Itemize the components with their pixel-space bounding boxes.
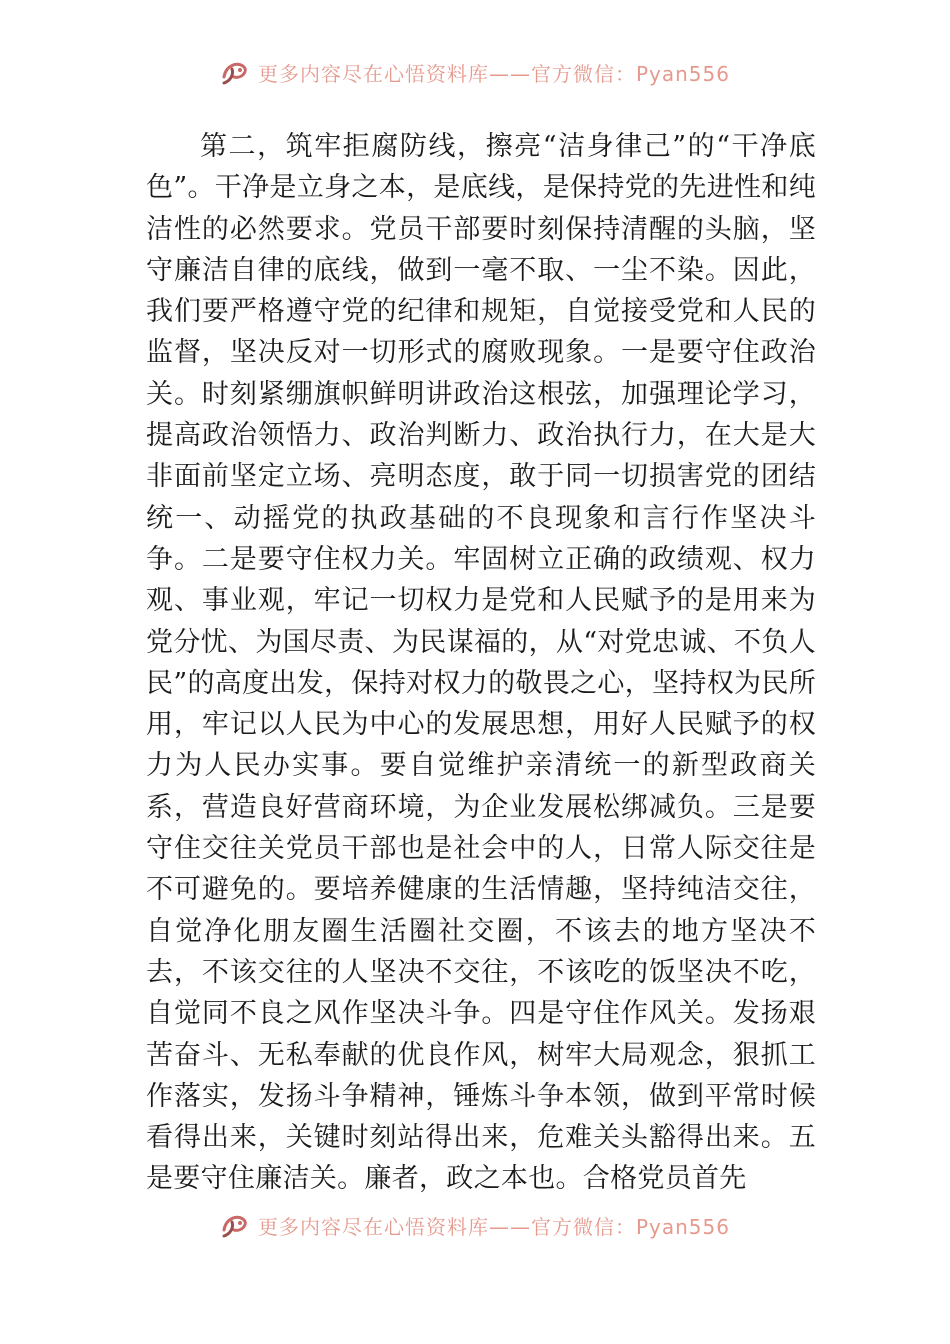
brand-logo-icon bbox=[220, 1212, 250, 1238]
header-watermark bbox=[220, 58, 730, 87]
brand-logo-icon bbox=[220, 59, 250, 85]
document-body bbox=[146, 126, 816, 1200]
header-banner bbox=[0, 52, 950, 92]
header-banner-text: 更多内容尽在心悟资料库——官方微信：Pyan556 bbox=[257, 61, 730, 86]
footer-banner bbox=[0, 1205, 950, 1245]
body-paragraph: 第二，筑牢拒腐防线，擦亮“洁身律己”的“干净底色”。干净是立身之本，是底线，是保持党的先进性和纯洁性的必然要求。党员干部要时刻保持清醒的头脑，坚守廉洁自律的底线，做到一毫不取、一尘不染。因此，我们要严格遵守党的纪律和规矩，自觉接受党和人民的监督，坚决反对一切形式的腐败现象。一是要守住政治关。时刻紧绷旗帜鲜明讲政治这根弦，加强理论学习，提高政治领悟力、政治判断力、政治执行力，在大是大非面前坚定立场、亮明态度，敢于同一切损害党的团结统一、动摇党的执政基础的不良现象和言行作坚决斗争。二是要守住权力关。牢固树立正确的政绩观、权力观、事业观，牢记一切权力是党和人民赋予的是用来为党分忧、为国尽责、为民谋福的，从“对党忠诚、不负人民”的高度出发，保持对权力的敬畏之心，坚持权为民所用，牢记以人民为中心的发展思想，用好人民赋予的权力为人民办实事。要自觉维护亲清统一的新型政商关系，营造良好营商环境，为企业发展松绑减负。三是要守住交往关党员干部也是社会中的人，日常人际交往是不可避免的。要培养健康的生活情趣，坚持纯洁交往，自觉净化朋友圈生活圈社交圈，不该去的地方坚决不去，不该交往的人坚决不交往，不该吃的饭坚决不吃，自觉同不良之风作坚决斗争。四是守住作风关。发扬艰苦奋斗、无私奉献的优良作风，树牢大局观念，狠抓工作落实，发扬斗争精神，锤炼斗争本领，做到平常时候看得出来，关键时刻站得出来，危难关头豁得出来。五是要守住廉洁关。廉者，政之本也。合格党员首先 bbox=[146, 131, 816, 1195]
footer-watermark bbox=[220, 1211, 730, 1240]
footer-banner-text: 更多内容尽在心悟资料库——官方微信：Pyan556 bbox=[257, 1214, 730, 1239]
